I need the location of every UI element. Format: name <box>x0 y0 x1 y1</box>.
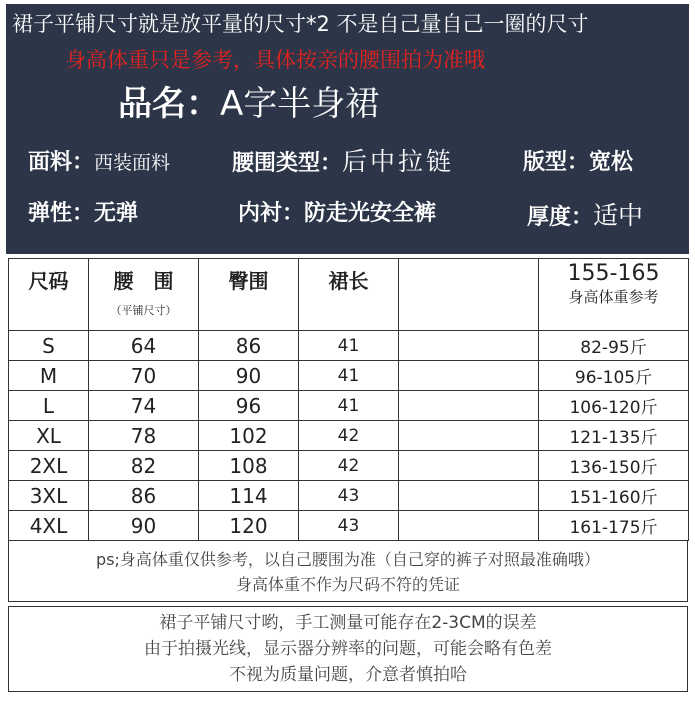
cell-blank <box>399 391 539 421</box>
cell-length: 41 <box>299 361 399 391</box>
header-line-1: 裙子平铺尺寸就是放平量的尺寸*2 不是自己量自己一圈的尺寸 <box>12 12 589 36</box>
cell-length: 42 <box>299 421 399 451</box>
header-hip: 臀围 <box>199 259 299 331</box>
size-table-header <box>9 259 689 331</box>
cell-hip: 114 <box>199 481 299 511</box>
spec-fit <box>523 145 633 176</box>
cell-weight: 136-150斤 <box>539 451 689 481</box>
cell-hip: 120 <box>199 511 299 541</box>
spec-fabric-label: 面料： <box>28 150 95 175</box>
cell-hip: 86 <box>199 331 299 361</box>
header-height-weight-ref: 身高体重参考 <box>568 288 659 306</box>
cell-size: XL <box>9 421 89 451</box>
cell-length: 41 <box>299 331 399 361</box>
cell-hip: 96 <box>199 391 299 421</box>
cell-waist: 86 <box>89 481 199 511</box>
reference-note <box>8 540 688 602</box>
size-row <box>9 451 689 481</box>
spec-thickness-label: 厚度： <box>527 205 594 230</box>
product-name <box>118 76 379 125</box>
cell-waist: 90 <box>89 511 199 541</box>
cell-blank <box>399 511 539 541</box>
header-waist <box>89 259 199 331</box>
cell-weight: 96-105斤 <box>539 361 689 391</box>
spec-lining-label: 内衬： <box>238 201 305 226</box>
cell-blank <box>399 421 539 451</box>
header-blank <box>399 259 539 331</box>
cell-weight: 151-160斤 <box>539 481 689 511</box>
spec-waist-type <box>232 142 454 178</box>
measurement-note <box>8 606 688 692</box>
spec-waist-type-label: 腰围类型： <box>232 151 343 176</box>
cell-weight: 121-135斤 <box>539 421 689 451</box>
cell-length: 43 <box>299 481 399 511</box>
cell-size: L <box>9 391 89 421</box>
cell-blank <box>399 451 539 481</box>
header-warning: 身高体重只是参考，具体按亲的腰围拍为准哦 <box>65 48 485 72</box>
header-waist-label: 腰 围 <box>113 269 174 293</box>
cell-hip: 102 <box>199 421 299 451</box>
spec-elasticity-label: 弹性： <box>28 201 95 226</box>
header-height-weight <box>539 259 689 331</box>
cell-length: 41 <box>299 391 399 421</box>
size-row <box>9 361 689 391</box>
spec-fit-label: 版型： <box>523 150 590 175</box>
size-row <box>9 391 689 421</box>
spec-lining-value: 防走光安全裤 <box>304 201 437 226</box>
reference-note-line-2: 身高体重不作为尺码不符的凭证 <box>235 575 460 594</box>
spec-thickness-value: 适中 <box>593 201 644 230</box>
header-waist-note: （平铺尺寸） <box>110 304 177 317</box>
cell-blank <box>399 331 539 361</box>
size-row <box>9 481 689 511</box>
spec-fabric-value: 西装面料 <box>94 152 171 174</box>
spec-thickness <box>527 196 643 232</box>
cell-weight: 106-120斤 <box>539 391 689 421</box>
size-table <box>8 258 689 541</box>
size-row <box>9 331 689 361</box>
header-height-range: 155-165 <box>567 261 660 286</box>
cell-waist: 82 <box>89 451 199 481</box>
header-size: 尺码 <box>9 259 89 331</box>
cell-blank <box>399 361 539 391</box>
spec-fit-value: 宽松 <box>589 150 634 175</box>
cell-size: 4XL <box>9 511 89 541</box>
cell-size: 3XL <box>9 481 89 511</box>
cell-blank <box>399 481 539 511</box>
cell-waist: 74 <box>89 391 199 421</box>
size-row <box>9 511 689 541</box>
spec-lining <box>238 196 436 227</box>
cell-hip: 108 <box>199 451 299 481</box>
measurement-note-line-1: 裙子平铺尺寸哟，手工测量可能存在2-3CM的误差 <box>159 613 537 633</box>
product-name-value: A字半身裙 <box>220 84 380 124</box>
cell-size: S <box>9 331 89 361</box>
cell-weight: 82-95斤 <box>539 331 689 361</box>
cell-size: M <box>9 361 89 391</box>
product-name-label: 品名： <box>118 84 220 124</box>
cell-weight: 161-175斤 <box>539 511 689 541</box>
reference-note-line-1: ps;身高体重仅供参考，以自己腰围为准（自己穿的裤子对照最准确哦） <box>96 550 600 569</box>
cell-waist: 64 <box>89 331 199 361</box>
spec-elasticity-value: 无弹 <box>94 201 139 226</box>
spec-elasticity <box>28 196 138 227</box>
spec-fabric <box>28 145 170 176</box>
measurement-note-line-3: 不视为质量问题，介意者慎拍哈 <box>229 665 467 685</box>
cell-length: 43 <box>299 511 399 541</box>
spec-waist-type-value: 后中拉链 <box>342 147 455 176</box>
cell-hip: 90 <box>199 361 299 391</box>
measurement-note-line-2: 由于拍摄光线，显示器分辨率的问题，可能会略有色差 <box>144 639 552 659</box>
size-row <box>9 421 689 451</box>
cell-length: 42 <box>299 451 399 481</box>
cell-waist: 70 <box>89 361 199 391</box>
cell-size: 2XL <box>9 451 89 481</box>
header-length: 裙长 <box>299 259 399 331</box>
cell-waist: 78 <box>89 421 199 451</box>
